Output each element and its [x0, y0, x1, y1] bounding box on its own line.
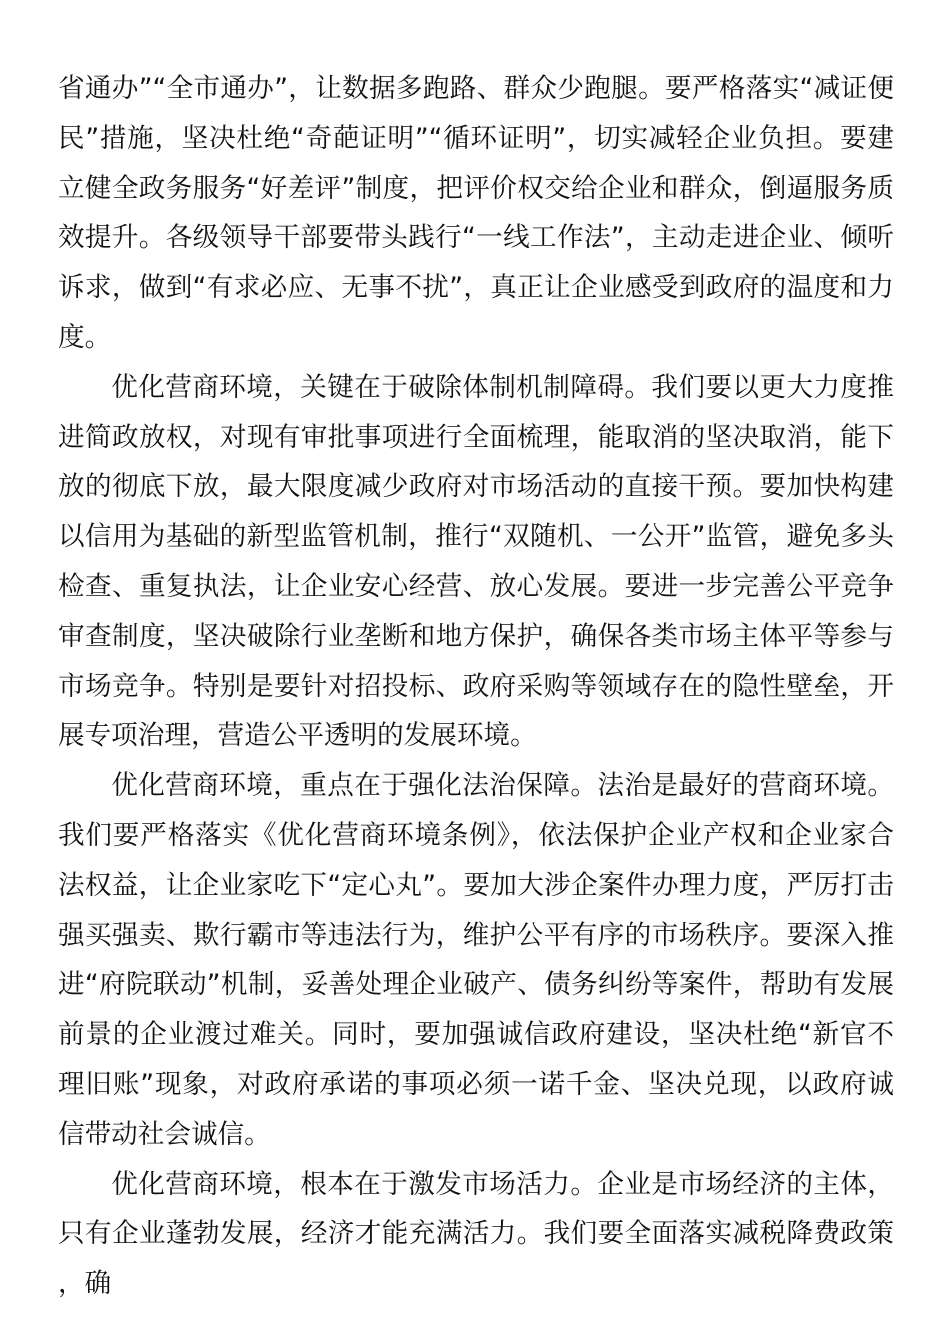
paragraph-rule-of-law: 优化营商环境，重点在于强化法治保障。法治是最好的营商环境。我们要严格落实《优化营商环境条例》，依法保护企业产权和企业家合法权益，让企业家吃下“定心丸”。要加大涉企案件办理力度，严厉打击强买强卖、欺行霸市等违法行为，维护公平有序的市场秩序。要深入推进“府院联动”机制，妥善处理企业破产、债务纠纷等案件，帮助有发展前景的企业渡过难关。同时，要加强诚信政府建设，坚决杜绝“新官不理旧账”现象，对政府承诺的事项必须一诺千金、坚决兑现，以政府诚信带动社会诚信。: [58, 770, 894, 1150]
document-body: [58, 64, 894, 1309]
paragraph-continued: 省通办”“全市通办”，让数据多跑路、群众少跑腿。要严格落实“减证便民”措施，坚决杜绝“奇葩证明”“循环证明”，切实减轻企业负担。要建立健全政务服务“好差评”制度，把评价权交给企业和群众，倒逼服务质效提升。各级领导干部要带头践行“一线工作法”，主动走进企业、倾听诉求，做到“有求必应、无事不扰”，真正让企业感受到政府的温度和力度。: [58, 73, 894, 353]
paragraph-remove-barriers: 优化营商环境，关键在于破除体制机制障碍。我们要以更大力度推进简政放权，对现有审批事项进行全面梳理，能取消的坚决取消，能下放的彻底下放，最大限度减少政府对市场活动的直接干预。要加快构建以信用为基础的新型监管机制，推行“双随机、一公开”监管，避免多头检查、重复执法，让企业安心经营、放心发展。要进一步完善公平竞争审查制度，坚决破除行业垄断和地方保护，确保各类市场主体平等参与市场竞争。特别是要针对招投标、政府采购等领域存在的隐性壁垒，开展专项治理，营造公平透明的发展环境。: [58, 371, 894, 752]
paragraph-market-vitality: 优化营商环境，根本在于激发市场活力。企业是市场经济的主体，只有企业蓬勃发展，经济才能充满活力。我们要全面落实减税降费政策，确: [58, 1168, 894, 1300]
